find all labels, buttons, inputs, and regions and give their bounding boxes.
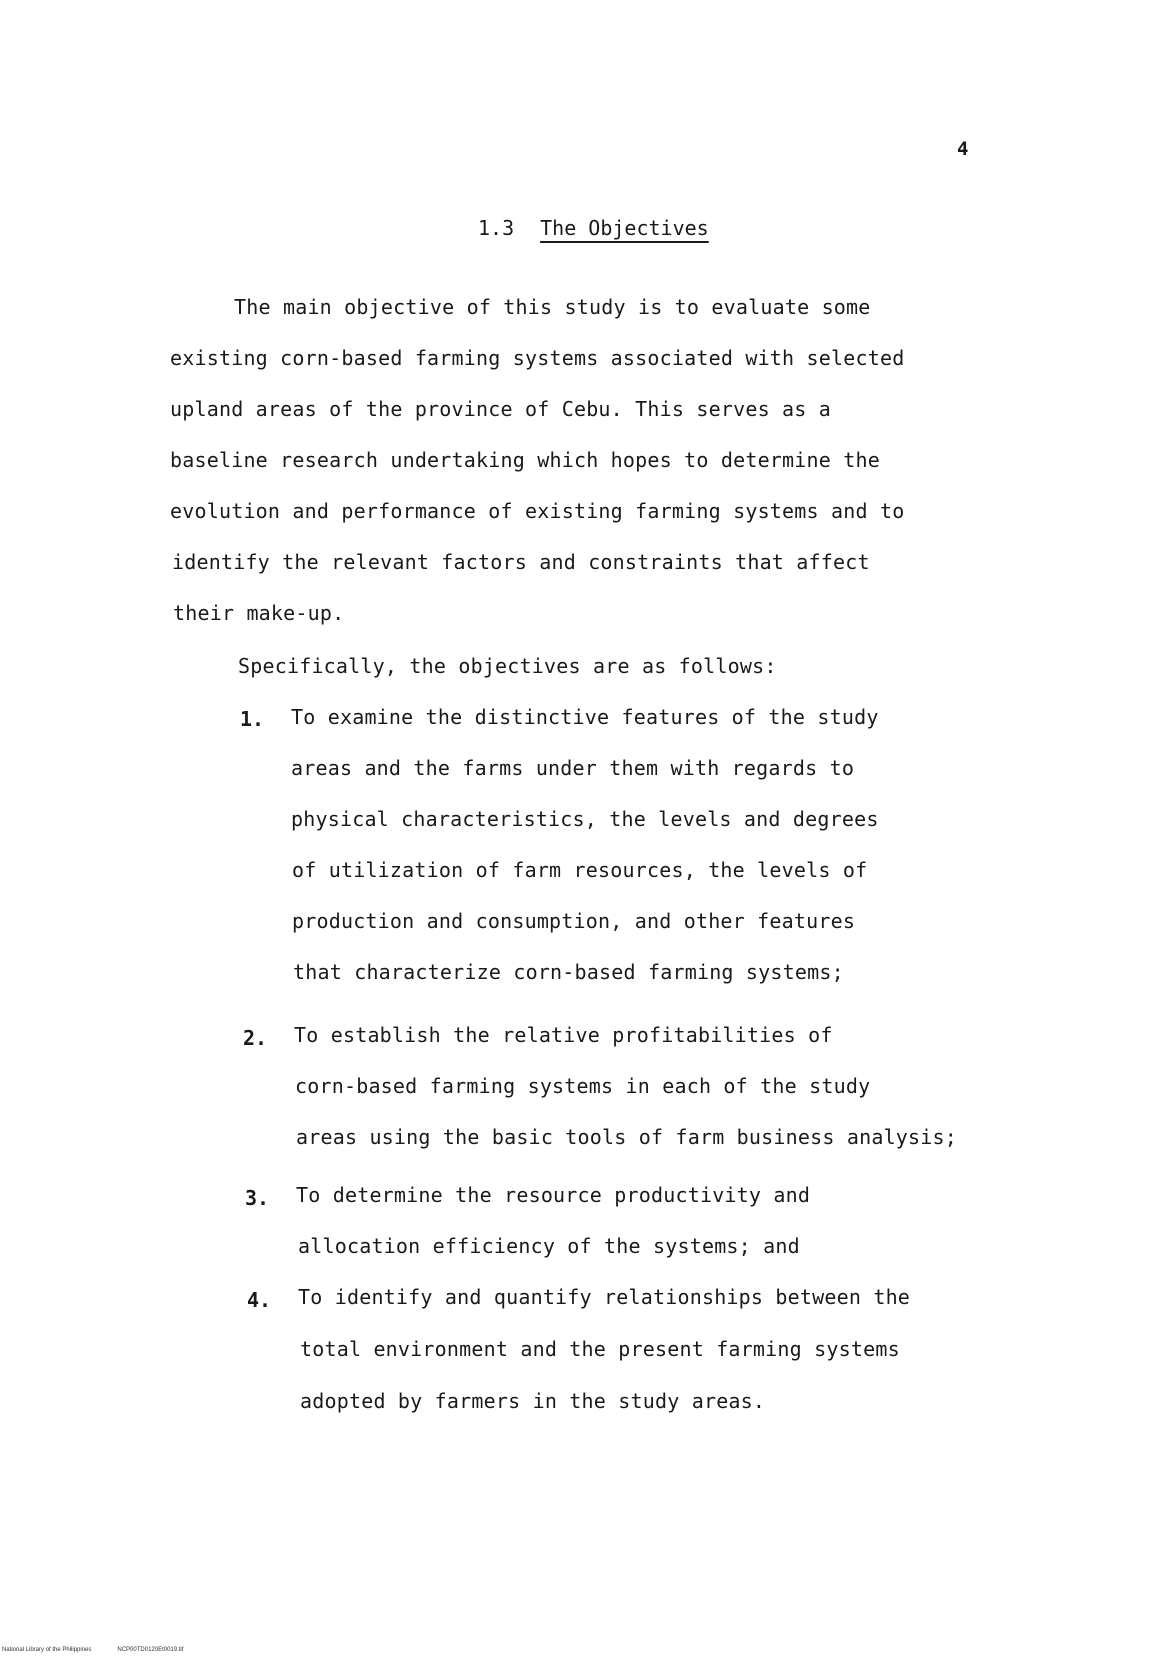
objective-number: 1. [240,707,265,731]
paragraph-line: existing corn-based farming systems associated with selected [170,346,905,370]
objective-line: production and consumption, and other features [292,909,856,933]
section-heading [478,216,709,240]
paragraph-line: The main objective of this study is to evaluate some [234,295,871,319]
objective-line: that characterize corn-based farming systems; [293,960,844,984]
objective-line: To establish the relative profitabilities of [294,1023,833,1047]
objective-line: To determine the resource productivity and [296,1183,811,1207]
section-title: The Objectives [540,216,709,240]
objective-line: of utilization of farm resources, the levels of [292,858,868,882]
paragraph-line: upland areas of the province of Cebu. This serves as a [170,397,832,421]
library-name: National Library of the Philippines [2,1647,92,1653]
paragraph-line: identify the relevant factors and constraints that affect [172,550,870,574]
scan-footer [2,1647,209,1653]
objective-line: adopted by farmers in the study areas. [300,1389,766,1413]
paragraph-line: baseline research undertaking which hopes to determine the [170,448,880,472]
objective-line: allocation efficiency of the systems; and [298,1234,800,1258]
objective-number: 2. [243,1026,268,1050]
paragraph-line: evolution and performance of existing farming systems and to [170,499,905,523]
objective-line: corn-based farming systems in each of the study [295,1074,871,1098]
page-number: 4 [957,138,969,160]
objective-line: To identify and quantify relationships between the [298,1285,911,1309]
paragraph-line: their make-up. [173,601,345,625]
objective-line: total environment and the present farming systems [300,1337,900,1361]
file-name: NCP00TD0120Et0019.tif [117,1647,184,1653]
objectives-intro: Specifically, the objectives are as follows: [238,654,777,678]
objective-number: 3. [245,1186,270,1210]
objective-number: 4. [247,1288,272,1312]
objective-line: areas using the basic tools of farm business analysis; [296,1125,958,1149]
objective-line: areas and the farms under them with regards to [291,756,855,780]
section-number: 1.3 [478,216,515,240]
objective-line: physical characteristics, the levels and degrees [291,807,879,831]
objective-line: To examine the distinctive features of the study [291,705,879,729]
